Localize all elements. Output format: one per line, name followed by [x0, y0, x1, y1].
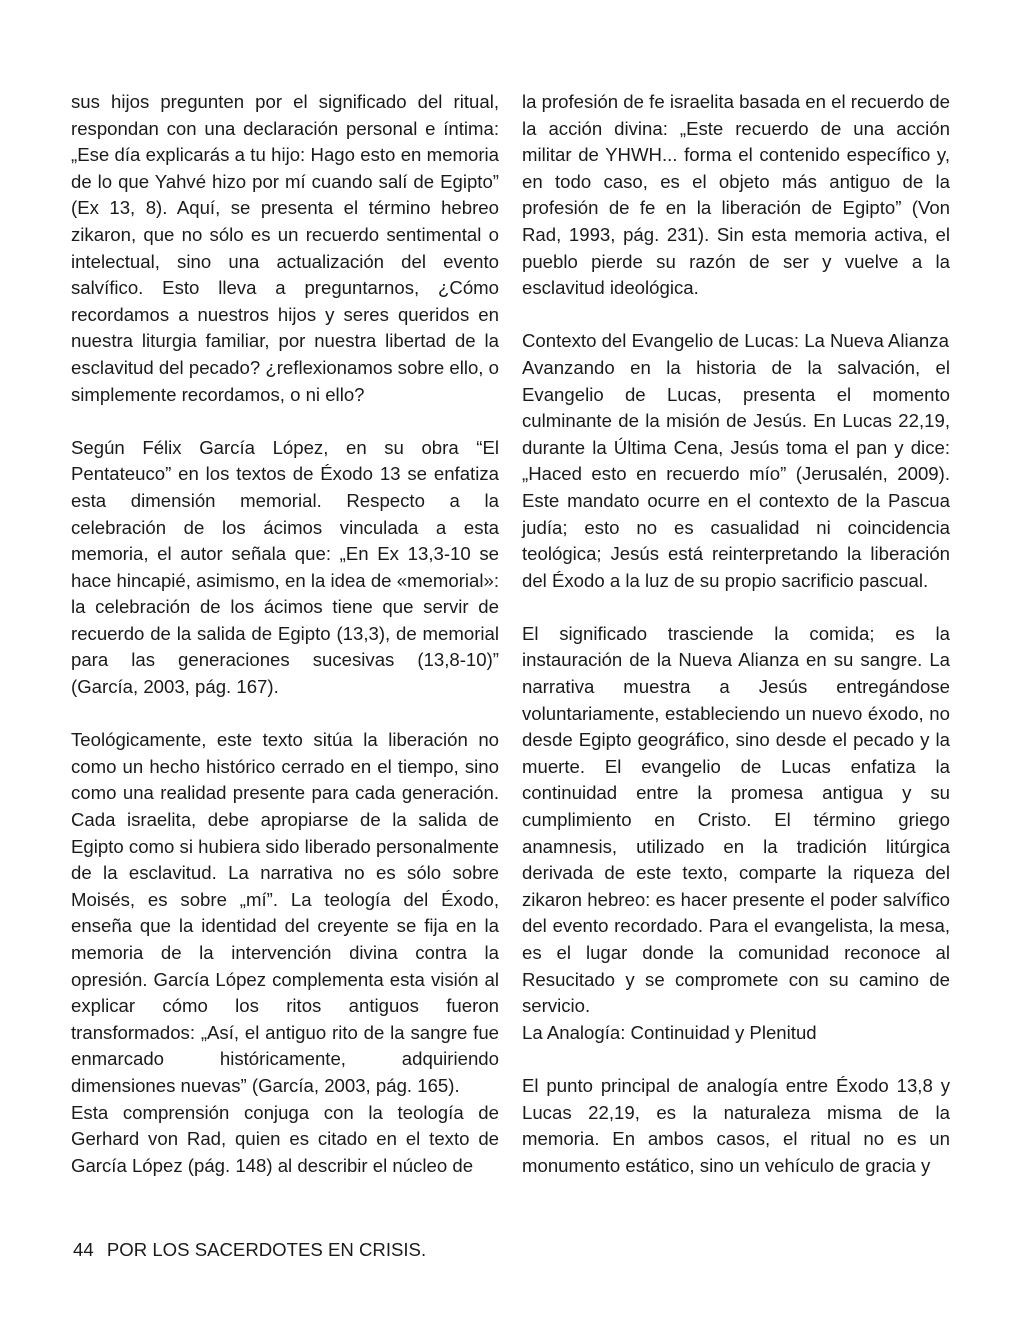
section-heading: Contexto del Evangelio de Lucas: La Nueva Alianza — [522, 330, 949, 352]
paragraph: sus hijos pregunten por el significado del ritual, respondan con una declaración personal e íntima: „Ese día explicarás a tu hijo: Hago esto en memoria de lo que Yahvé hizo por mí cuando salí de Egipto” (Ex 13, 8). Aquí, se presenta el término hebreo zikaron, que no sólo es un recuerdo sentimental o intelectual, sino una actualización del evento salvífico. Esto lleva a preguntarnos, ¿Cómo recordamos a nuestros hijos y seres queridos en nuestra liturgia familiar, por nuestra libertad de la esclavitud del pecado? ¿reflexionamos sobre ello, o simplemente recordamos, o ni ello? — [71, 91, 499, 405]
page-footer — [73, 1238, 426, 1262]
paragraph: Esta comprensión conjuga con la teología de Gerhard von Rad, quien es citado en el texto de García López (pág. 148) al describir el núcleo de — [71, 1101, 499, 1176]
running-title: POR LOS SACERDOTES EN CRISIS. — [106, 1239, 427, 1260]
section-heading: La Analogía: Continuidad y Plenitud — [522, 1021, 817, 1043]
paragraph: El significado trasciende la comida; es la instauración de la Nueva Alianza en su sangre. La narrativa muestra a Jesús entregándose voluntariamente, estableciendo un nuevo éxodo, no desde Egipto geográfico, sino desde el pecado y la muerte. El evangelio de Lucas enfatiza la continuidad entre la promesa antigua y su cumplimiento en Cristo. El término griego anamnesis, utilizado en la tradición litúrgica derivada de este texto, comparte la riqueza del zikaron hebreo: es hacer presente el poder salvífico del evento recordado. Para el evangelista, la mesa, es el lugar donde la comunidad reconoce al Resucitado y se compromete con su camino de servicio. — [522, 622, 950, 1017]
left-column — [71, 89, 499, 1179]
page-number: 44 — [73, 1239, 94, 1260]
paragraph: la profesión de fe israelita basada en el recuerdo de la acción divina: „Este recuerdo de una acción militar de YHWH... forma el contenido específico y, en todo caso, es el objeto más antiguo de la profesión de fe en la liberación de Egipto” (Von Rad, 1993, pág. 231). Sin esta memoria activa, el pueblo pierde su razón de ser y vuelve a la esclavitud ideológica. — [522, 91, 950, 299]
paragraph: Según Félix García López, en su obra “El Pentateuco” en los textos de Éxodo 13 se enfatiza esta dimensión memorial. Respecto a la celebración de los ácimos vinculada a esta memoria, el autor señala que: „En Ex 13,3-10 se hace hincapié, asimismo, en la idea de «memorial»: la celebración de los ácimos tiene que servir de recuerdo de la salida de Egipto (13,3), de memorial para las generaciones sucesivas (13,8-10)” (García, 2003, pág. 167). — [71, 436, 499, 698]
paragraph: Teológicamente, este texto sitúa la liberación no como un hecho histórico cerrado en el tiempo, sino como una realidad presente para cada generación. Cada israelita, debe apropiarse de la salida de Egipto como si hubiera sido liberado personalmente de la esclavitud. La narrativa no es sólo sobre Moisés, es sobre „mí”. La teología del Éxodo, enseña que la identidad del creyente se fija en la memoria de la intervención divina contra la opresión. García López complementa esta visión al explicar cómo los ritos antiguos fueron transformados: „Así, el antiguo rito de la sangre fue enmarcado históricamente, adquiriendo dimensiones nuevas” (García, 2003, pág. 165). — [71, 729, 499, 1096]
paragraph: Avanzando en la historia de la salvación, el Evangelio de Lucas, presenta el momento culminante de la misión de Jesús. En Lucas 22,19, durante la Última Cena, Jesús toma el pan y dice: „Haced esto en recuerdo mío” (Jerusalén, 2009). Este mandato ocurre en el contexto de la Pascua judía; esto no es casualidad ni coincidencia teológica; Jesús está reinterpretando la liberación del Éxodo a la luz de su propio sacrificio pascual. — [522, 356, 950, 591]
paragraph: El punto principal de analogía entre Éxodo 13,8 y Lucas 22,19, es la naturaleza misma de la memoria. En ambos casos, el ritual no es un monumento estático, sino un vehículo de gracia y — [522, 1074, 950, 1176]
right-column — [522, 89, 950, 1179]
